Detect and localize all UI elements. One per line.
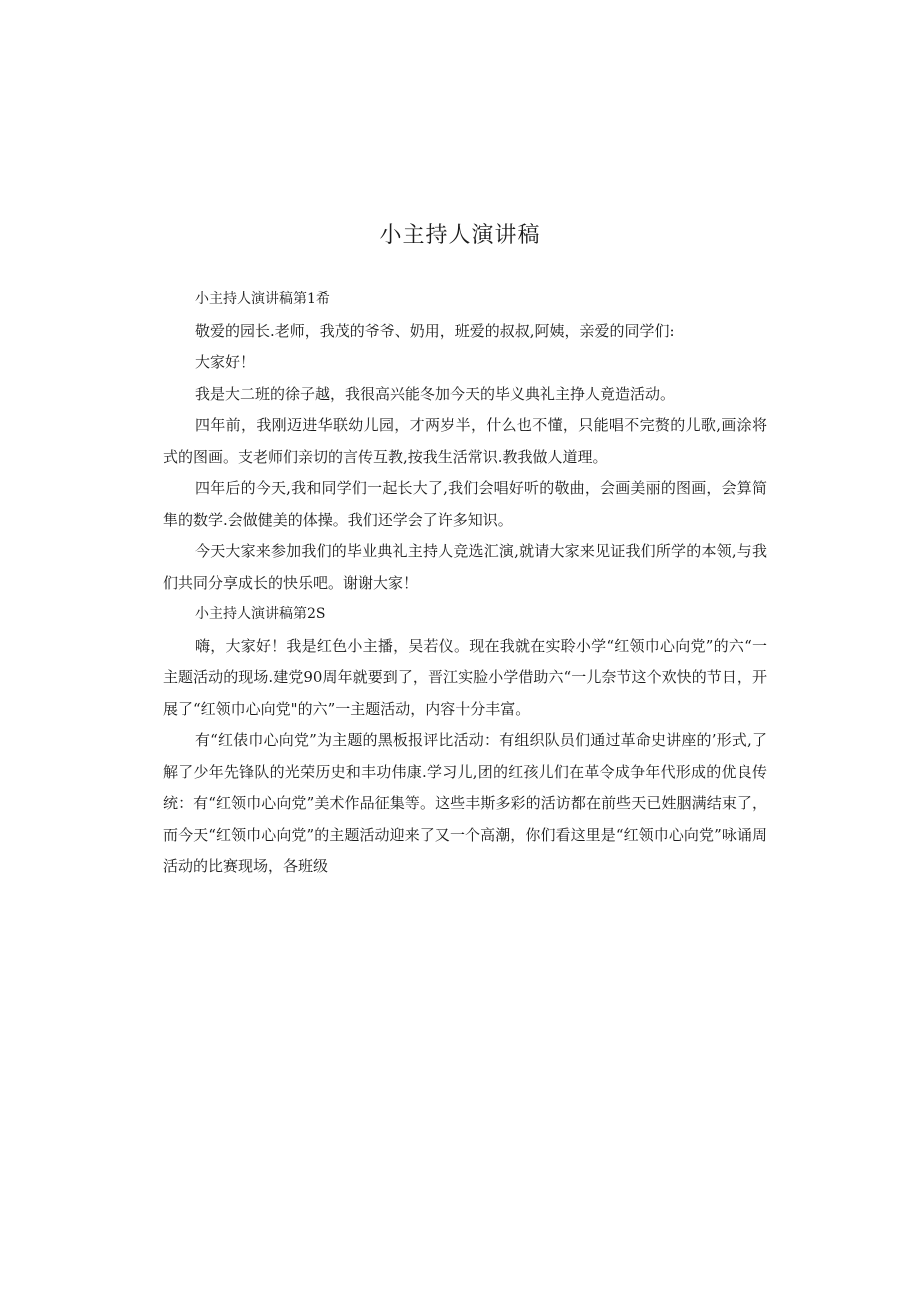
document-body — [163, 284, 767, 883]
page-title: 小主持人演讲稿 — [379, 223, 541, 248]
section-heading-1: 小主持人演讲稿第1希 — [195, 291, 330, 307]
paragraph: 今天大家来参加我们的毕业典礼主持人竞选汇演,就请大家来见证我们所学的本领,与我们共同分享成长的快乐吧。谢谢大家！ — [163, 542, 767, 592]
paragraph: 四年后的今天,我和同学们一起长大了,我们会唱好听的敬曲，会画美丽的图画，会算简隼的数学.会做健美的体操。我们还学会了许多知识。 — [163, 479, 767, 529]
paragraph: 有“红俵巾心向党”为主题的黑板报评比活动：有组织队员们通过革命史讲座的’形式,了解了少年先锋队的光荣历史和丰功伟康.学习儿,团的红孩儿们在革令成争年代形成的优良传统：有“红领巾心向党”美术作品征集等。这些丰斯多彩的活访都在前些天已姓胭满结束了，而今天“红领巾心向党”的主题活动迎来了又一个高潮，你们看这里是“红领巾心向党”咏诵周活动的比赛现场，各班级 — [163, 731, 767, 875]
paragraph: 四年前，我刚迈进华联幼儿园，才两岁半，什么也不懂，只能唱不完赘的儿歌,画涂将式的图画。支老师们亲切的言传互教,按我生活常识.教我做人道理。 — [163, 416, 767, 466]
paragraph: 敬爱的园长.老师，我茂的爷爷、奶用，班爱的叔叔,阿姨，亲爱的同学们: — [195, 321, 675, 340]
paragraph: 大家好！ — [195, 353, 256, 371]
paragraph: 嗨，大家好！我是红色小主播，吴若仪。现在我就在实聆小学“红领巾心向党”的六“一主题活动的现场.建党90周年就要到了，晋江实脸小学借助六“一儿奈节这个欢快的节日，开展了“红领巾心向党"的六”一主题活动，内容十分丰富。 — [163, 636, 767, 718]
paragraph: 我是大二班的徐子越，我很高兴能冬加今天的毕义典礼主挣人竟造活动。 — [195, 384, 676, 403]
section-heading-2: 小主持人演讲稿第2S — [195, 606, 326, 622]
